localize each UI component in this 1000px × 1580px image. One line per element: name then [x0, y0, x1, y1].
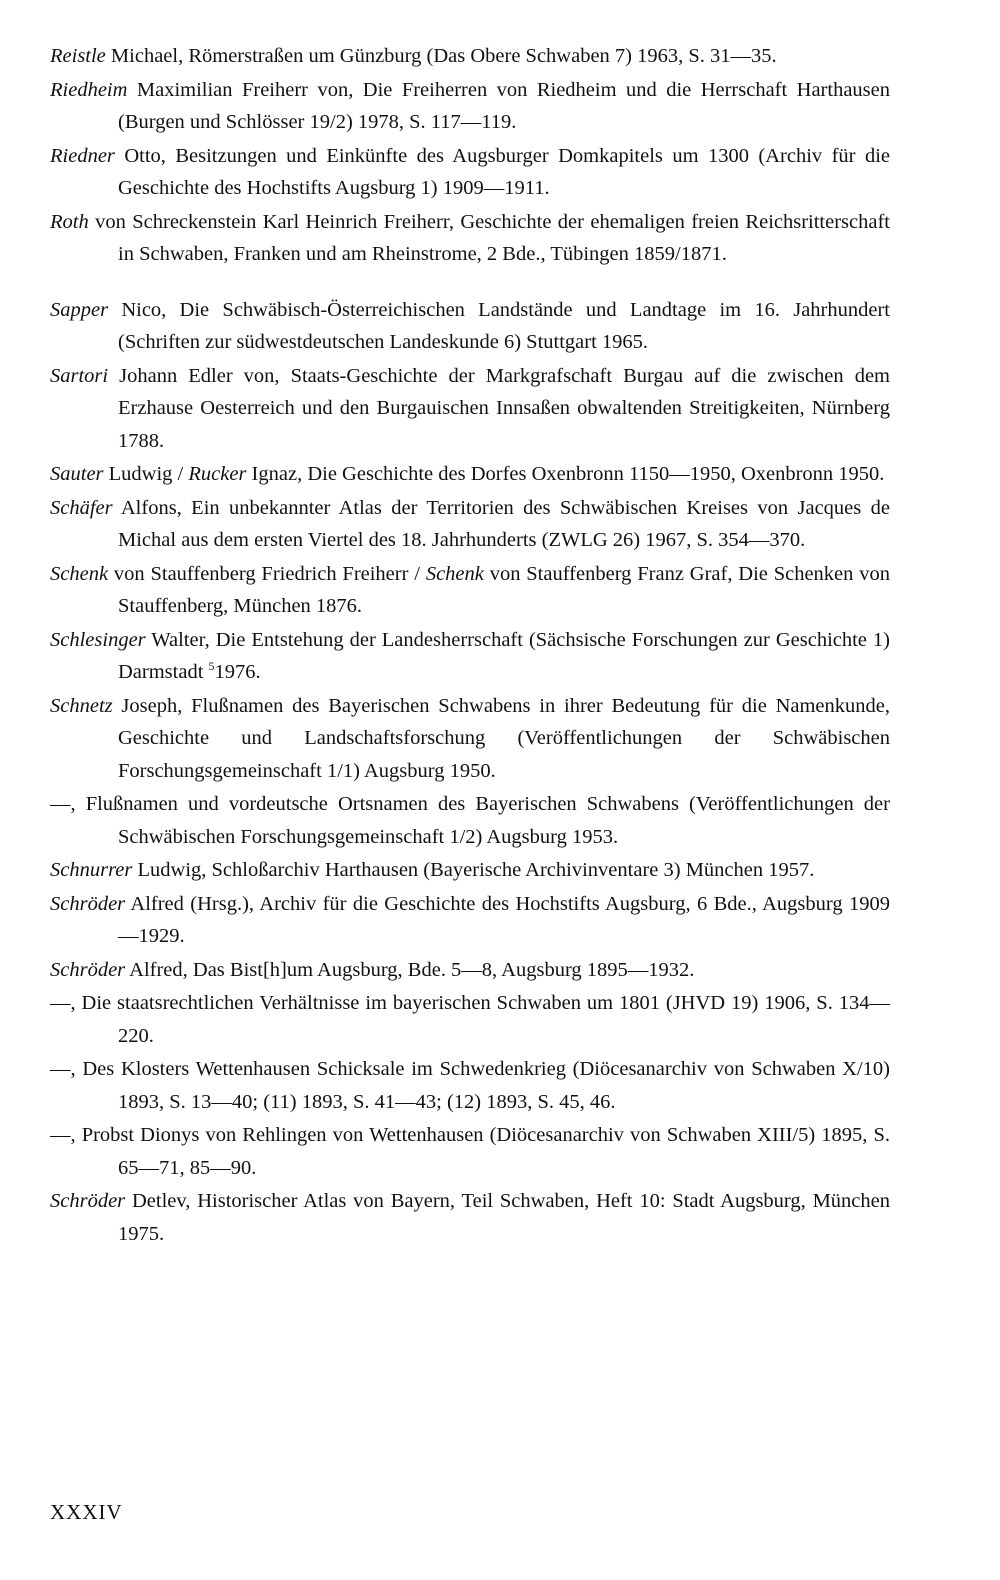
edition-superscript: 5	[208, 659, 215, 674]
entry-author: Riedheim	[50, 78, 128, 101]
entry-coauthor: Rucker	[188, 463, 247, 485]
bibliography-entry	[50, 1185, 890, 1250]
page-number: XXXIV	[50, 1500, 123, 1524]
entry-author: Schröder	[50, 1190, 126, 1212]
entry-text: —, Des Klosters Wettenhausen Schicksale im Schwedenkrieg (Diöcesanarchiv von Schwaben X/10) 1893, S. 13—40; (11) 1893, S. 41—43; (12) 1893, S. 45, 46.	[50, 1058, 890, 1113]
bibliography-entry	[50, 624, 890, 689]
bibliography-page	[50, 40, 890, 1251]
bibliography-entry	[50, 854, 890, 887]
entry-text: Johann Edler von, Staats-Geschichte der Markgrafschaft Burgau auf die zwischen dem Erzhause Oesterreich und den Burgauischen Innsaßen obwaltenden Streitigkeiten, Nürnberg 1788.	[108, 364, 890, 452]
group-separator	[50, 272, 890, 294]
entry-text: Alfred, Das Bist[h]um Augsburg, Bde. 5—8, Augsburg 1895—1932.	[125, 958, 695, 981]
entry-author: Sauter	[50, 463, 104, 485]
entry-text: Michael, Römerstraßen um Günzburg (Das Obere Schwaben 7) 1963, S. 31—35.	[105, 45, 777, 67]
bibliography-entry	[50, 492, 890, 557]
entry-text: von Schreckenstein Karl Heinrich Freiherr, Geschichte der ehemaligen freien Reichsritterschaft in Schwaben, Franken und am Rheinstrome, 2 Bde., Tübingen 1859/1871.	[88, 210, 890, 265]
entry-text: —, Flußnamen und vordeutsche Ortsnamen des Bayerischen Schwabens (Veröffentlichungen der Schwäbischen Forschungsgemeinschaft 1/2) Augsburg 1953.	[50, 793, 890, 848]
bibliography-group-r	[50, 40, 890, 271]
entry-text: —, Die staatsrechtlichen Verhältnisse im bayerischen Schwaben um 1801 (JHVD 19) 1906, S. 134—220.	[50, 992, 890, 1047]
bibliography-entry	[50, 987, 890, 1052]
bibliography-entry	[50, 954, 890, 987]
entry-coauthor: Schenk	[425, 562, 484, 585]
entry-author: Schenk	[50, 562, 109, 585]
entry-text: Maximilian Freiherr von, Die Freiherren von Riedheim und die Herrschaft Harthausen (Burgen und Schlösser 19/2) 1978, S. 117—119.	[118, 78, 890, 133]
entry-text: von Stauffenberg Friedrich Freiherr /	[108, 562, 426, 585]
bibliography-entry	[50, 294, 890, 359]
bibliography-entry	[50, 788, 890, 853]
entry-text-year: 1976.	[214, 661, 261, 683]
entry-author: Roth	[50, 210, 89, 233]
bibliography-entry	[50, 140, 890, 205]
entry-text: Walter, Die Entstehung der Landesherrschaft (Sächsische Forschungen zur Geschichte 1) Darmstadt	[118, 628, 890, 683]
entry-author: Schlesinger	[50, 628, 146, 651]
entry-text: Otto, Besitzungen und Einkünfte des Augsburger Domkapitels um 1300 (Archiv für die Geschichte des Hochstifts Augsburg 1) 1909—1911.	[114, 144, 890, 199]
entry-text-continued: Ignaz, Die Geschichte des Dorfes Oxenbronn 1150—1950, Oxenbronn 1950.	[246, 463, 885, 485]
bibliography-entry	[50, 1119, 890, 1184]
entry-text: Detlev, Historischer Atlas von Bayern, Teil Schwaben, Heft 10: Stadt Augsburg, München 1975.	[118, 1190, 890, 1245]
entry-author: Riedner	[50, 144, 115, 167]
entry-text: Ludwig, Schloßarchiv Harthausen (Bayerische Archivinventare 3) München 1957.	[132, 859, 815, 881]
entry-author: Sapper	[50, 298, 109, 321]
bibliography-entry	[50, 690, 890, 788]
entry-text: Alfons, Ein unbekannter Atlas der Territorien des Schwäbischen Kreises von Jacques de Michal aus dem ersten Viertel des 18. Jahrhunderts (ZWLG 26) 1967, S. 354—370.	[112, 496, 890, 551]
bibliography-entry	[50, 206, 890, 271]
bibliography-entry	[50, 1053, 890, 1118]
entry-author: Schnetz	[50, 694, 113, 717]
entry-author: Schröder	[50, 958, 126, 981]
entry-author: Reistle	[50, 45, 106, 67]
bibliography-entry	[50, 360, 890, 458]
entry-text: Ludwig /	[103, 463, 189, 485]
entry-text: Alfred (Hrsg.), Archiv für die Geschichte des Hochstifts Augsburg, 6 Bde., Augsburg 1909—1929.	[118, 892, 890, 947]
entry-author: Schröder	[50, 892, 126, 915]
entry-text: Joseph, Flußnamen des Bayerischen Schwabens in ihrer Bedeutung für die Namenkunde, Geschichte und Landschaftsforschung (Veröffentlichungen der Schwäbischen Forschungsgemeinschaft 1/1) Augsburg 1950.	[112, 694, 890, 782]
entry-author: Sartori	[50, 364, 109, 387]
entry-text: —, Probst Dionys von Rehlingen von Wettenhausen (Diöcesanarchiv von Schwaben XIII/5) 1895, S. 65—71, 85—90.	[50, 1124, 890, 1179]
bibliography-entry	[50, 458, 890, 491]
bibliography-entry	[50, 74, 890, 139]
bibliography-entry	[50, 888, 890, 953]
bibliography-entry	[50, 40, 890, 73]
bibliography-group-s	[50, 294, 890, 1251]
bibliography-entry	[50, 558, 890, 623]
entry-text-continued: von Stauffenberg Franz Graf, Die Schenken von Stauffenberg, München 1876.	[118, 562, 890, 617]
entry-text: Nico, Die Schwäbisch-Österreichischen Landstände und Landtage im 16. Jahrhundert (Schriften zur südwestdeutschen Landeskunde 6) Stuttgart 1965.	[108, 298, 890, 353]
entry-author: Schnurrer	[50, 859, 133, 881]
entry-author: Schäfer	[50, 496, 113, 519]
